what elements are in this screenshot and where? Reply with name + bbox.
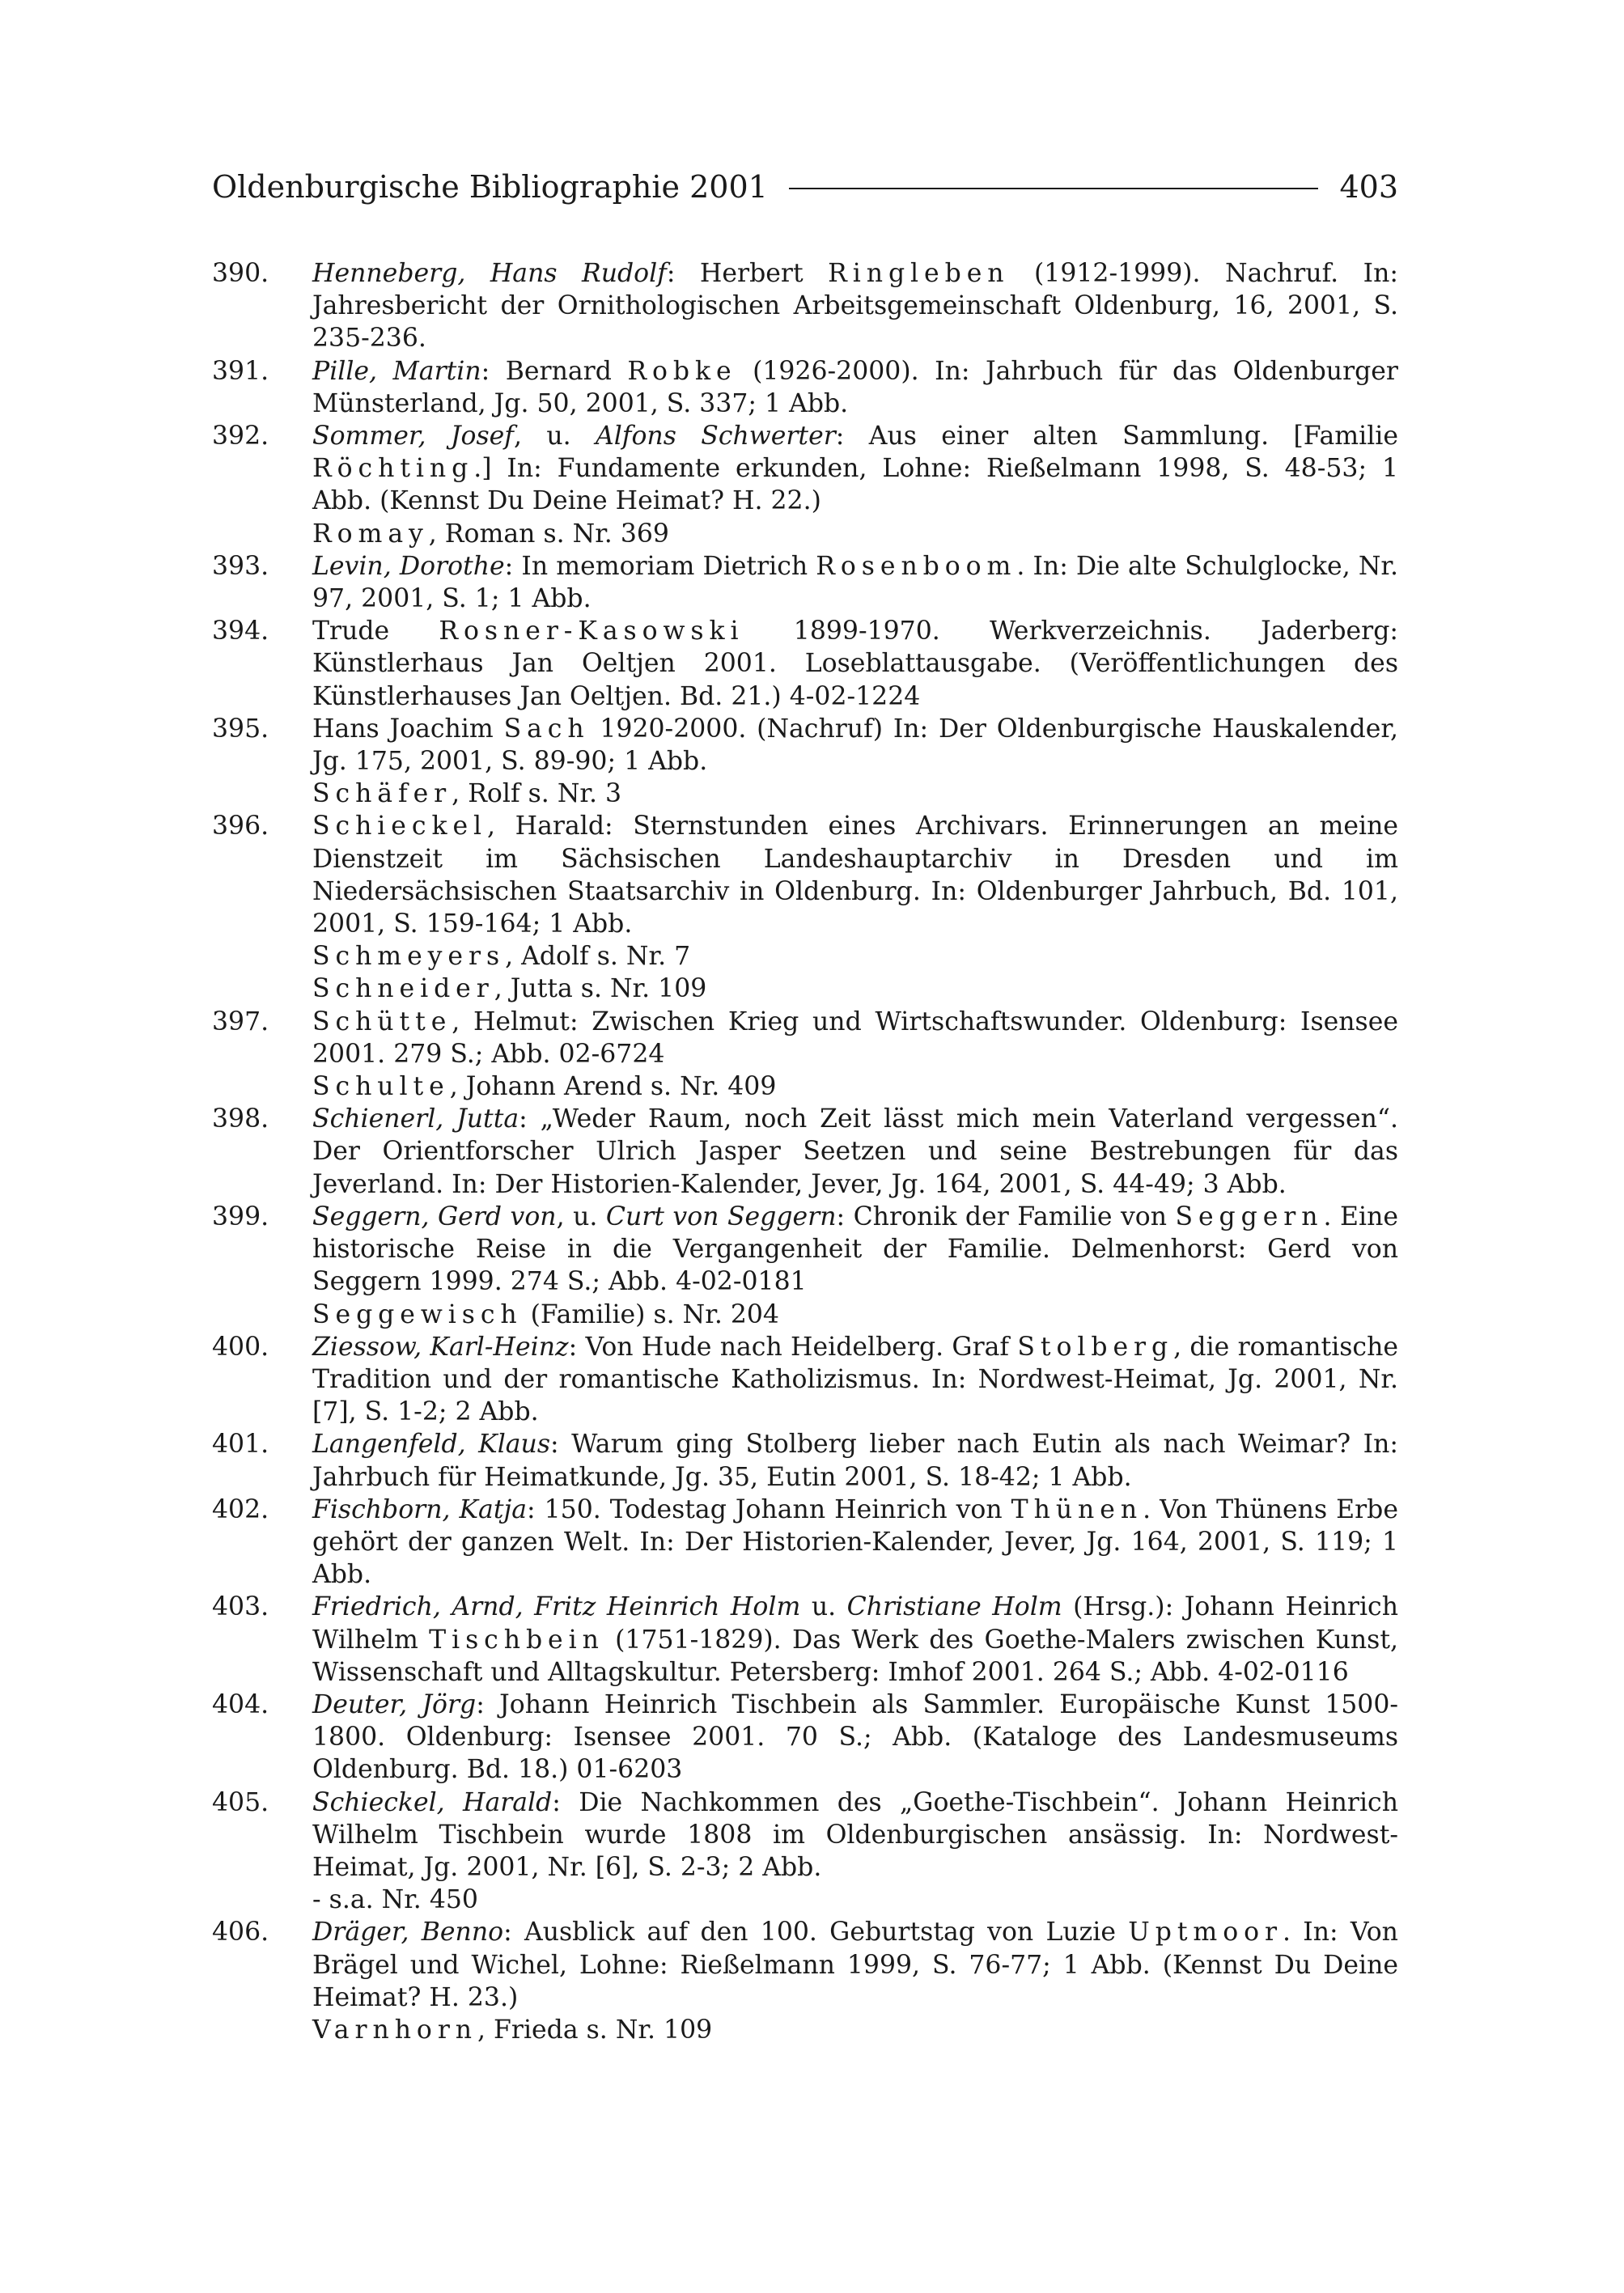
entry-text (212, 550, 1398, 615)
entry-segment: . In: Die alte Schulglocke, Nr. 97, 2001, S. 1; 1 Abb. (312, 551, 1398, 614)
bibliography-entry (212, 713, 1398, 811)
cross-reference (212, 518, 1398, 550)
xref-name: Schmeyers (312, 942, 506, 972)
bibliography-entry (212, 1103, 1398, 1201)
cross-reference (212, 940, 1398, 973)
xref-name: Romay (312, 519, 429, 549)
cross-reference (212, 1884, 1398, 1916)
xref-name: Schneider (312, 974, 494, 1004)
xref-target: , Roman s. Nr. 369 (428, 519, 669, 549)
entry-number: 394. (212, 617, 269, 646)
entry-number: 406. (212, 1918, 269, 1948)
xref-target: , Jutta s. Nr. 109 (494, 974, 707, 1004)
subject-name: Schieckel (312, 812, 488, 841)
subject-name: Thünen (1011, 1494, 1143, 1524)
entry-segment: : Chronik der Familie von (836, 1202, 1176, 1231)
page-number: 403 (1339, 169, 1398, 205)
entry-segment: (Hrsg.): Johann Heinrich Wilhelm (312, 1592, 1398, 1655)
entry-segment: : Johann Heinrich Tischbein als Sammler. Europäische Kunst 1500-1800. Oldenburg: Isensee 2001. 70 S.; Abb. (Kataloge des Landesmuseums Oldenburg. Bd. 18.) 01-6203 (312, 1689, 1399, 1785)
author-name: Schienerl, Jutta (312, 1104, 519, 1134)
author-name: Alfons Schwerter (595, 422, 836, 451)
entry-text (212, 1331, 1398, 1429)
subject-name: Rosenboom (816, 551, 1017, 581)
entry-segment: 1920-2000. (Nachruf) In: Der Oldenburgische Hauskalender, Jg. 175, 2001, S. 89-90; 1 Abb. (312, 714, 1398, 777)
entry-number: 390. (212, 259, 269, 288)
author-name: Ziessow, Karl-Heinz (312, 1332, 569, 1362)
subject-name: Schütte (312, 1007, 452, 1036)
entry-text (212, 810, 1398, 940)
entry-segment: . Von Thünens Erbe gehört der ganzen Welt. In: Der Historien-Kalender, Jever, Jg. 164, 2001, S. 119; 1 Abb. (312, 1494, 1398, 1590)
entry-text (212, 355, 1398, 420)
subject-name: Ringleben (828, 259, 1010, 288)
entry-segment: , Helmut: Zwischen Krieg und Wirtschaftswunder. Oldenburg: Isensee 2001. 279 S.; Abb. 02-6724 (312, 1007, 1398, 1069)
author-name: Sommer, Josef (312, 422, 514, 451)
entry-segment: : Aus einer alten Sammlung. [Familie (835, 422, 1398, 451)
subject-name: Sach (503, 714, 590, 744)
cross-reference (212, 1070, 1398, 1103)
entry-segment: : Von Hude nach Heidelberg. Graf (568, 1332, 1018, 1362)
entry-segment: : Ausblick auf den 100. Geburtstag von Luzie (503, 1918, 1129, 1948)
subject-name: Seggern (1175, 1202, 1324, 1231)
entry-segment: (1751-1829). Das Werk des Goethe-Malers zwischen Kunst, Wissenschaft und Alltagskultur. Petersberg: Imhof 2001. 264 S.; Abb. 4-02-0116 (312, 1625, 1398, 1687)
xref-target: , Frieda s. Nr. 109 (477, 2015, 713, 2045)
author-name: Pille, Martin (312, 356, 481, 386)
entry-segment: .] In: Fundamente erkunden, Lohne: Rießelmann 1998, S. 48-53; 1 Abb. (Kennst Du Deine Heimat? H. 22.) (312, 454, 1398, 516)
bibliography-entry (212, 1916, 1398, 2046)
entry-segment: (1912-1999). Nachruf. In: Jahresbericht der Ornithologischen Arbeitsgemeinschaft Oldenburg, 16, 2001, S. 235-236. (312, 259, 1398, 354)
entry-segment: , u. (513, 422, 596, 451)
entry-number: 403. (212, 1592, 269, 1622)
cross-reference (212, 973, 1398, 1005)
author-name: Fischborn, Katja (312, 1494, 528, 1524)
entry-number: 400. (212, 1332, 269, 1362)
xref-name: Seggewisch (312, 1299, 523, 1329)
author-name: Langenfeld, Klaus (312, 1430, 551, 1460)
header-rule (789, 188, 1319, 189)
entry-text (212, 1689, 1398, 1787)
bibliography-entry (212, 615, 1398, 713)
bibliography-entry (212, 1201, 1398, 1331)
bibliography-entry (212, 420, 1398, 550)
bibliography-entry (212, 810, 1398, 1005)
bibliography-entry (212, 1689, 1398, 1787)
entry-text (212, 257, 1398, 355)
subject-name: Uptmoor (1128, 1918, 1283, 1948)
entry-segment: : In memoriam Dietrich (504, 551, 816, 581)
xref-name: Schulte (312, 1072, 450, 1102)
cross-reference (212, 778, 1398, 810)
entry-text (212, 1103, 1398, 1201)
bibliography-entry (212, 1006, 1398, 1104)
entry-segment: : „Weder Raum, noch Zeit lässt mich mein Vaterland vergessen“. Der Orientforscher Ulrich Jasper Seetzen und seine Bestrebungen für das Jeverland. In: Der Historien-Kalender, Jever, Jg. 164, 2001, S. 44-49; 3 Abb. (312, 1104, 1399, 1199)
entry-segment: , u. (556, 1202, 606, 1231)
entry-number: 405. (212, 1787, 269, 1817)
xref-name: Schäfer (312, 779, 452, 809)
subject-name: Röchting (312, 454, 474, 484)
xref-target: - s.a. Nr. 450 (312, 1885, 478, 1915)
author-name: Curt von Seggern (605, 1202, 837, 1231)
author-name: Dräger, Benno (312, 1918, 504, 1948)
running-header (212, 159, 1398, 215)
entry-segment: : Die Nachkommen des „Goethe-Tischbein“. Johann Heinrich Wilhelm Tischbein wurde 1808 im Oldenburgischen ansässig. In: Nordwest-Heimat, Jg. 2001, Nr. [6], S. 2-3; 2 Abb. (312, 1787, 1398, 1882)
entry-segment: : 150. Todestag Johann Heinrich von (527, 1494, 1011, 1524)
bibliography-entry (212, 257, 1398, 355)
entry-segment: u. (800, 1592, 847, 1622)
entry-segment: : Bernard (481, 356, 628, 386)
xref-target: , Adolf s. Nr. 7 (505, 942, 691, 972)
author-name: Christiane Holm (846, 1592, 1062, 1622)
xref-target: , Rolf s. Nr. 3 (452, 779, 622, 809)
xref-target: , Johann Arend s. Nr. 409 (449, 1072, 777, 1102)
entry-text (212, 420, 1398, 518)
entry-segment: . In: Von Brägel und Wichel, Lohne: Rießelmann 1999, S. 76-77; 1 Abb. (Kennst Du Deine Heimat? H. 23.) (312, 1918, 1398, 2012)
subject-name: Rosner-Kasowski (439, 617, 744, 646)
entry-text (212, 1591, 1398, 1689)
entry-number: 402. (212, 1494, 269, 1524)
bibliography-entry (212, 1787, 1398, 1917)
author-name: Henneberg, Hans Rudolf (312, 259, 667, 288)
entry-segment: Trude (312, 617, 439, 646)
entry-segment: , Harald: Sternstunden eines Archivars. Erinnerungen an meine Dienstzeit im Sächsischen Landeshauptarchiv in Dresden und im Niedersächsischen Staatsarchiv in Oldenburg. In: Oldenburger Jahrbuch, Bd. 101, 2001, S. 159-164; 1 Abb. (312, 812, 1398, 939)
bibliography-entry (212, 1494, 1398, 1592)
entry-segment: : Warum ging Stolberg lieber nach Eutin als nach Weimar? In: Jahrbuch für Heimatkunde, Jg. 35, Eutin 2001, S. 18-42; 1 Abb. (312, 1430, 1399, 1492)
entry-number: 392. (212, 422, 269, 451)
entry-number: 398. (212, 1104, 269, 1134)
entry-text (212, 1006, 1398, 1070)
entry-text (212, 713, 1398, 778)
entry-text (212, 1787, 1398, 1884)
entry-segment: : Herbert (666, 259, 829, 288)
xref-target: (Familie) s. Nr. 204 (522, 1299, 779, 1329)
author-name: Deuter, Jörg (312, 1689, 477, 1719)
entry-segment: , die romantische Tradition und der romantische Katholizismus. In: Nordwest-Heimat, Jg. 2001, Nr. [7], S. 1-2; 2 Abb. (312, 1332, 1398, 1427)
entry-text (212, 1494, 1398, 1592)
author-name: Seggern, Gerd von (312, 1202, 557, 1231)
header-title: Oldenburgische Bibliographie 2001 (212, 169, 768, 205)
cross-reference (212, 2014, 1398, 2046)
bibliography-entry (212, 550, 1398, 615)
entry-number: 393. (212, 551, 269, 581)
subject-name: Stolberg (1017, 1332, 1174, 1362)
bibliography-entry (212, 1428, 1398, 1493)
bibliography-entry (212, 1591, 1398, 1689)
entry-number: 399. (212, 1202, 269, 1231)
bibliography-entry (212, 1331, 1398, 1429)
cross-reference (212, 1299, 1398, 1331)
subject-name: Robke (627, 356, 737, 386)
author-name: Schieckel, Harald (312, 1787, 553, 1817)
entry-number: 391. (212, 356, 269, 386)
entry-text (212, 1428, 1398, 1493)
bibliography-entry (212, 355, 1398, 420)
entry-number: 395. (212, 714, 269, 744)
entry-number: 401. (212, 1430, 269, 1460)
entry-text (212, 615, 1398, 713)
entry-number: 396. (212, 812, 269, 841)
entry-segment: . Eine historische Reise in die Vergangenheit der Familie. Delmenhorst: Gerd von Seggern 1999. 274 S.; Abb. 4-02-0181 (312, 1202, 1398, 1297)
bibliography-entries (212, 257, 1398, 2046)
subject-name: Tischbein (429, 1625, 604, 1655)
entry-number: 404. (212, 1689, 269, 1719)
entry-text (212, 1916, 1398, 2014)
entry-text (212, 1201, 1398, 1299)
entry-number: 397. (212, 1007, 269, 1036)
entry-segment: (1926-2000). In: Jahrbuch für das Oldenburger Münsterland, Jg. 50, 2001, S. 337; 1 Abb. (312, 356, 1398, 418)
author-name: Levin, Dorothe (312, 551, 505, 581)
entry-segment: Hans Joachim (312, 714, 504, 744)
entry-segment: 1899-1970. Werkverzeichnis. Jaderberg: Künstlerhaus Jan Oeltjen 2001. Loseblattausgabe. (Veröffentlichungen des Künstlerhauses Jan Oeltjen. Bd. 21.) 4-02-1224 (312, 617, 1398, 711)
xref-name: Varnhorn (312, 2015, 478, 2045)
author-name: Friedrich, Arnd, Fritz Heinrich Holm (312, 1592, 801, 1622)
